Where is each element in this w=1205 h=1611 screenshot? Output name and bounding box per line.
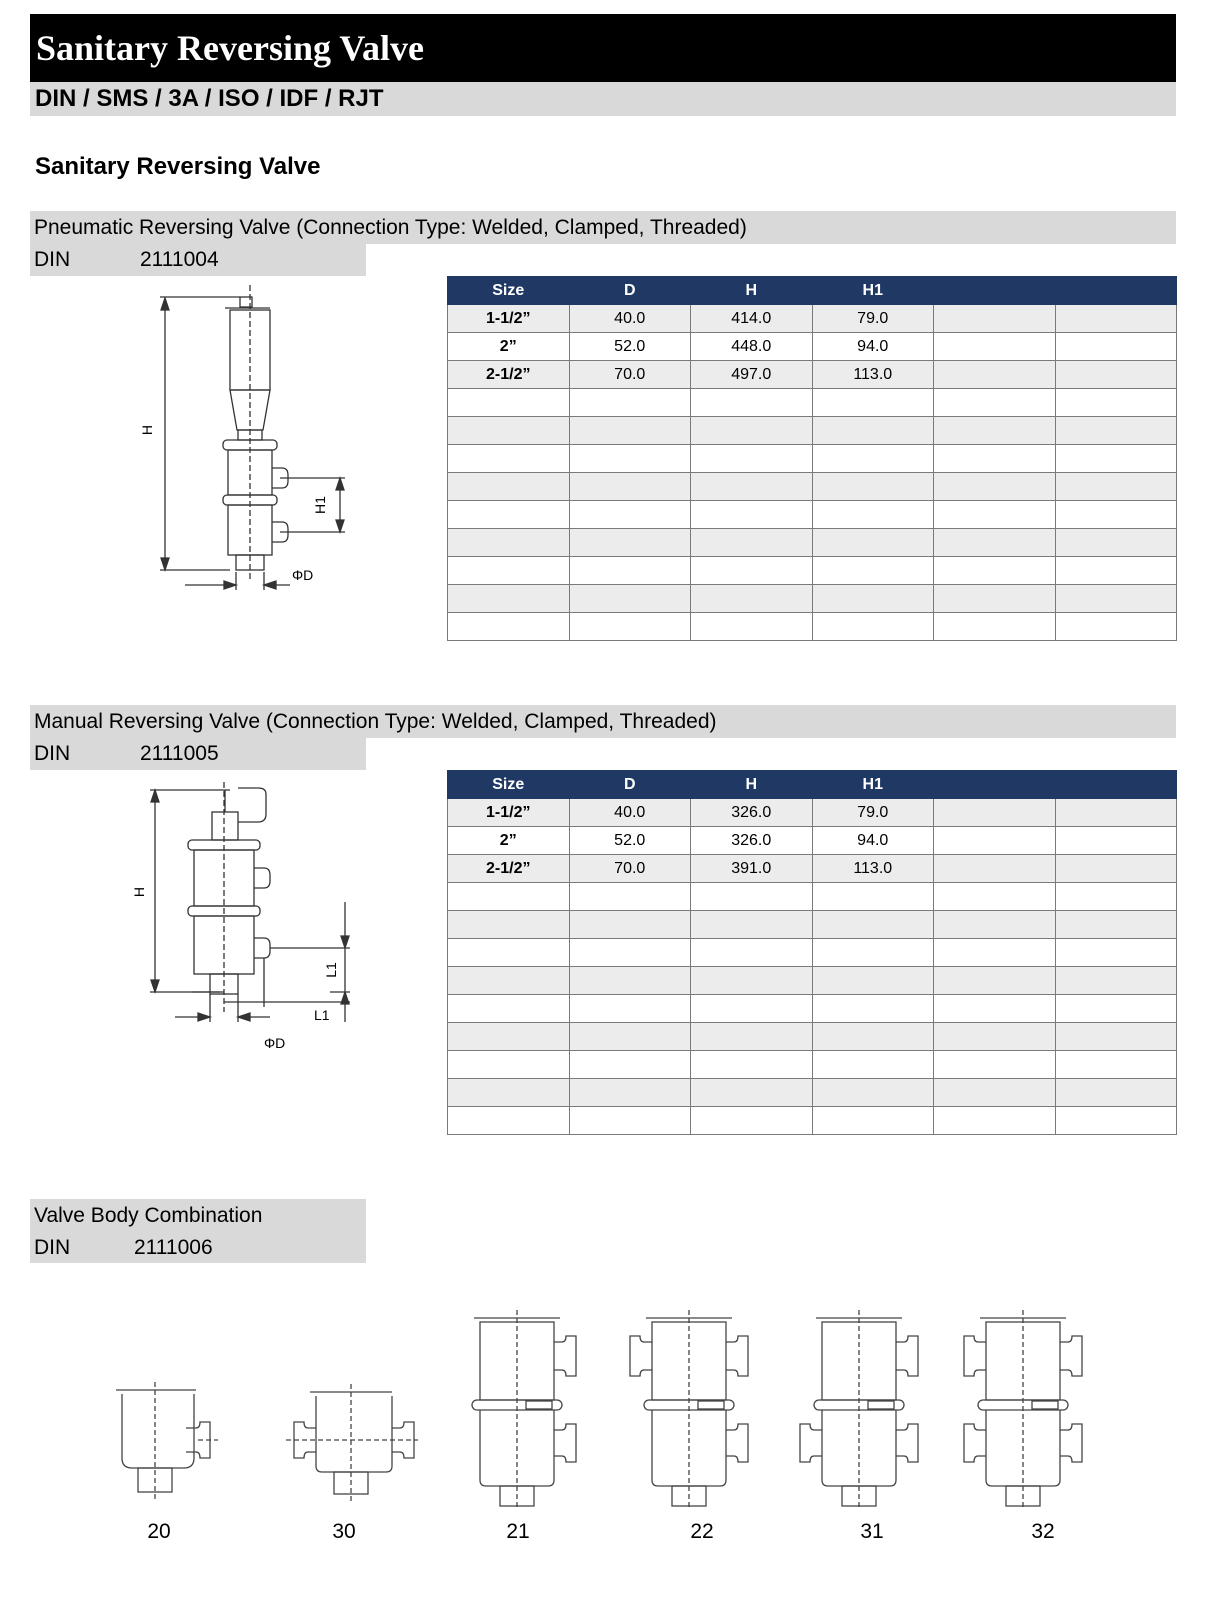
code-label: DIN [34,248,71,271]
table-row-empty [448,417,1177,445]
dim-l1-vertical-label: L1 [323,962,339,978]
combination-label: 21 [506,1520,530,1543]
table-row-empty [448,1023,1177,1051]
spec-table-manual [447,770,1177,1135]
table-row-empty [448,939,1177,967]
col-header [1055,771,1177,799]
table-cell [934,361,1056,389]
valve-body-combinations-drawing [100,1300,1140,1510]
dim-l1-horizontal-label: L1 [314,1007,330,1023]
dim-h1-label: H1 [312,496,328,514]
table-row-empty [448,883,1177,911]
table-row [448,827,1177,855]
page-title: Sanitary Reversing Valve [36,28,425,68]
code-row-manual [34,738,219,769]
table-cell: 79.0 [812,799,934,827]
table-cell: 113.0 [812,361,934,389]
table-header-row [448,771,1177,799]
table-cell [934,333,1056,361]
table-cell [1055,305,1177,333]
col-header: H [691,277,813,305]
table-cell [934,855,1056,883]
table-cell: 2-1/2” [448,855,570,883]
section-title-pneumatic: Pneumatic Reversing Valve (Connection Type: Welded, Clamped, Threaded) [34,216,747,239]
combination-21-shape [472,1310,576,1510]
col-header [1055,277,1177,305]
combination-20-shape [116,1382,218,1500]
table-cell: 70.0 [569,855,691,883]
table-cell: 70.0 [569,361,691,389]
table-cell: 1-1/2” [448,799,570,827]
code-label: DIN [34,742,71,765]
combination-label: 22 [690,1520,714,1543]
spec-table-pneumatic [447,276,1177,641]
table-cell: 52.0 [569,827,691,855]
col-header: H1 [812,277,934,305]
table-row-empty [448,389,1177,417]
product-code: 2111006 [134,1236,213,1259]
table-cell [1055,827,1177,855]
table-cell: 94.0 [812,827,934,855]
table-cell: 326.0 [691,827,813,855]
col-header: D [569,277,691,305]
combination-32-shape [964,1310,1082,1510]
table-row [448,361,1177,389]
table-cell [1055,855,1177,883]
dim-h-label: H [131,886,147,898]
table-cell: 40.0 [569,799,691,827]
table-cell: 448.0 [691,333,813,361]
product-code: 2111004 [140,248,219,271]
table-cell: 497.0 [691,361,813,389]
col-header: Size [448,277,570,305]
col-header [934,277,1056,305]
combination-30-shape [286,1384,418,1504]
table-row-empty [448,1051,1177,1079]
table-row-empty [448,585,1177,613]
table-cell [1055,333,1177,361]
table-cell [1055,799,1177,827]
pneumatic-valve-drawing [130,280,370,600]
col-header: Size [448,771,570,799]
table-row-empty [448,501,1177,529]
section-title-manual: Manual Reversing Valve (Connection Type: Welded, Clamped, Threaded) [34,710,717,733]
col-header [934,771,1056,799]
dim-d-label: ΦD [264,1035,286,1051]
section-title-combination: Valve Body Combination [34,1204,263,1227]
table-cell [1055,361,1177,389]
table-cell: 326.0 [691,799,813,827]
table-cell [934,799,1056,827]
dim-h-label: H [139,424,155,436]
combination-label: 20 [147,1520,171,1543]
table-row-empty [448,557,1177,585]
table-cell: 1-1/2” [448,305,570,333]
combination-label: 31 [860,1520,884,1543]
manual-valve-drawing [130,782,370,1062]
table-cell: 2” [448,333,570,361]
table-cell [934,827,1056,855]
table-cell: 113.0 [812,855,934,883]
section-heading: Sanitary Reversing Valve [35,153,321,180]
table-cell [934,305,1056,333]
table-row [448,305,1177,333]
table-row-empty [448,445,1177,473]
table-header-row [448,277,1177,305]
table-row-empty [448,613,1177,641]
table-cell: 40.0 [569,305,691,333]
col-header: D [569,771,691,799]
product-code: 2111005 [140,742,219,765]
table-cell: 52.0 [569,333,691,361]
combination-22-shape [630,1310,748,1510]
table-cell: 79.0 [812,305,934,333]
code-row-combination [34,1232,213,1263]
code-row-pneumatic [34,244,219,275]
standards-text: DIN / SMS / 3A / ISO / IDF / RJT [35,85,384,112]
table-cell: 94.0 [812,333,934,361]
table-cell: 2” [448,827,570,855]
table-row-empty [448,1079,1177,1107]
dim-d-label: ΦD [292,567,314,583]
col-header: H1 [812,771,934,799]
table-row-empty [448,1107,1177,1135]
table-row-empty [448,529,1177,557]
table-cell: 391.0 [691,855,813,883]
table-row-empty [448,911,1177,939]
table-cell: 414.0 [691,305,813,333]
table-cell: 2-1/2” [448,361,570,389]
table-row-empty [448,967,1177,995]
combination-label: 30 [332,1520,356,1543]
col-header: H [691,771,813,799]
table-row-empty [448,473,1177,501]
table-row [448,799,1177,827]
combination-label: 32 [1031,1520,1055,1543]
table-row [448,855,1177,883]
table-row-empty [448,995,1177,1023]
combination-31-shape [800,1310,918,1510]
code-label: DIN [34,1236,71,1259]
table-row [448,333,1177,361]
